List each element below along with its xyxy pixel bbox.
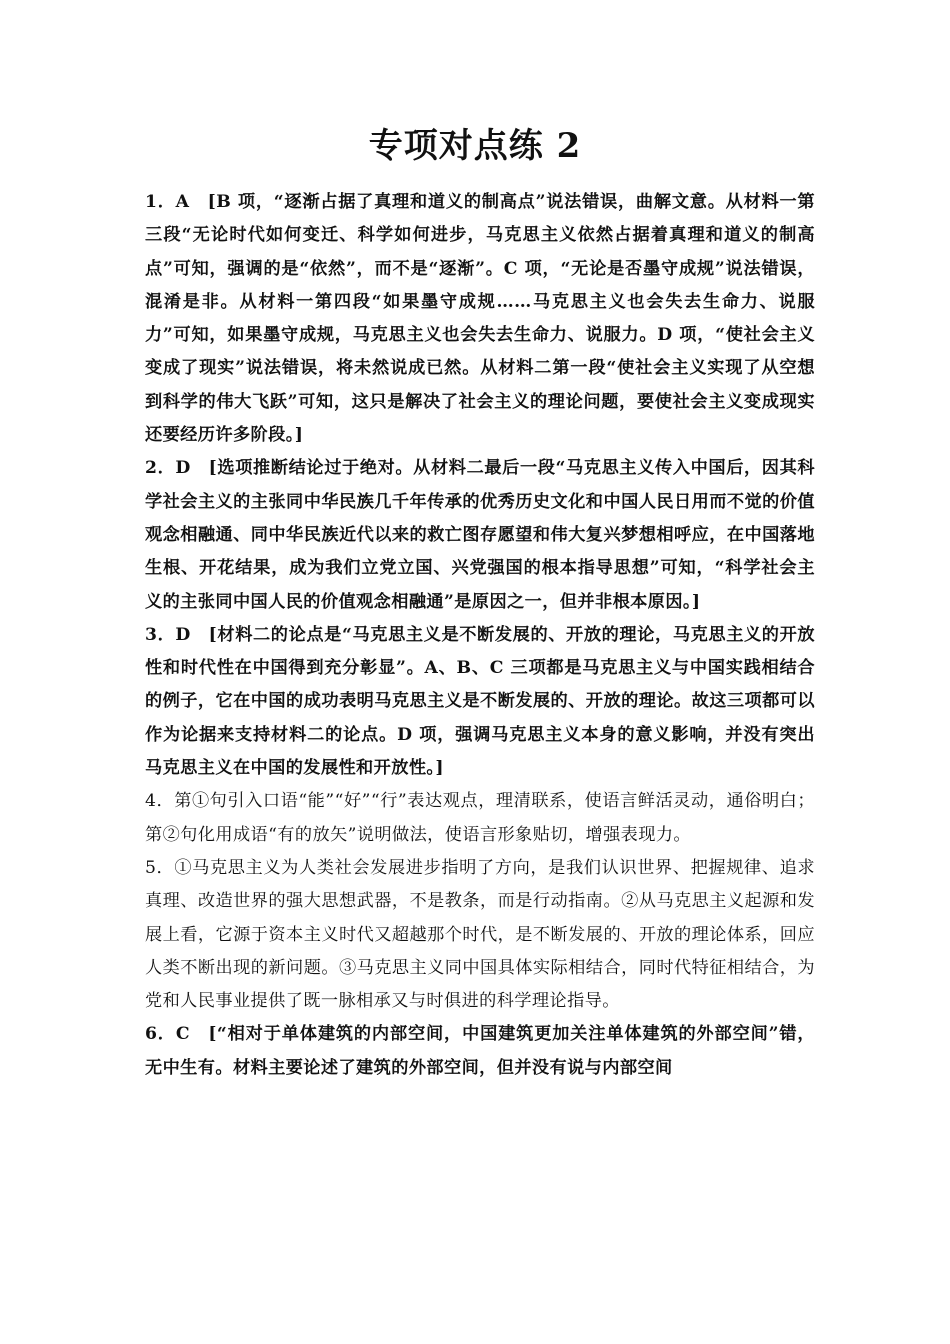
answer-item-3: 3．D [材料二的论点是“马克思主义是不断发展的、开放的理论，马克思主义的开放性和时代性在中国得到充分彰显”。A、B、C 三项都是马克思主义与中国实践相结合的例子，它在中国的成功表明马克思主义是不断发展的、开放的理论。故这三项都可以作为论据来支持材料二的论点。D 项，强调马克思主义本身的意义影响，并没有突出马克思主义在中国的发展性和开放性。] [145, 624, 815, 779]
answer-item-6: 6．C [“相对于单体建筑的内部空间，中国建筑更加关注单体建筑的外部空间”错，无中生有。材料主要论述了建筑的外部空间，但并没有说与内部空间 [145, 1024, 815, 1078]
answer-item-4: 4．第①句引入口语“能”“好”“行”表达观点，理清联系，使语言鲜活灵动，通俗明白；第②句化用成语“有的放矢”说明做法，使语言形象贴切，增强表现力。 [145, 791, 815, 845]
answer-list [145, 186, 815, 1085]
answer-item-1: 1．A [B 项，“逐渐占据了真理和道义的制高点”说法错误，曲解文意。从材料一第三段“无论时代如何变迁、科学如何进步，马克思主义依然占据着真理和道义的制高点”可知，强调的是“依然”，而不是“逐渐”。C 项，“无论是否墨守成规”说法错误，混淆是非。从材料一第四段“如果墨守成规……马克思主义也会失去生命力、说服力”可知，如果墨守成规，马克思主义也会失去生命力、说服力。D 项，“使社会主义变成了现实”说法错误，将未然说成已然。从材料二第一段“使社会主义实现了从空想到科学的伟大飞跃”可知，这只是解决了社会主义的理论问题，要使社会主义变成现实还要经历许多阶段。] [145, 192, 815, 446]
answer-item-5: 5．①马克思主义为人类社会发展进步指明了方向，是我们认识世界、把握规律、追求真理、改造世界的强大思想武器，不是教条，而是行动指南。②从马克思主义起源和发展上看，它源于资本主义时代又超越那个时代，是不断发展的、开放的理论体系，回应人类不断出现的新问题。③马克思主义同中国具体实际相结合，同时代特征相结合，为党和人民事业提供了既一脉相承又与时俱进的科学理论指导。 [145, 857, 815, 1012]
page-title: 专项对点练 2 [368, 126, 582, 166]
answer-item-2: 2．D [选项推断结论过于绝对。从材料二最后一段“马克思主义传入中国后，因其科学社会主义的主张同中华民族几千年传承的优秀历史文化和中国人民日用而不觉的价值观念相融通、同中华民族近代以来的救亡图存愿望和伟大复兴梦想相呼应，在中国落地生根、开花结果，成为我们立党立国、兴党强国的根本指导思想”可知，“科学社会主义的主张同中国人民的价值观念相融通”是原因之一，但并非根本原因。] [145, 458, 815, 612]
